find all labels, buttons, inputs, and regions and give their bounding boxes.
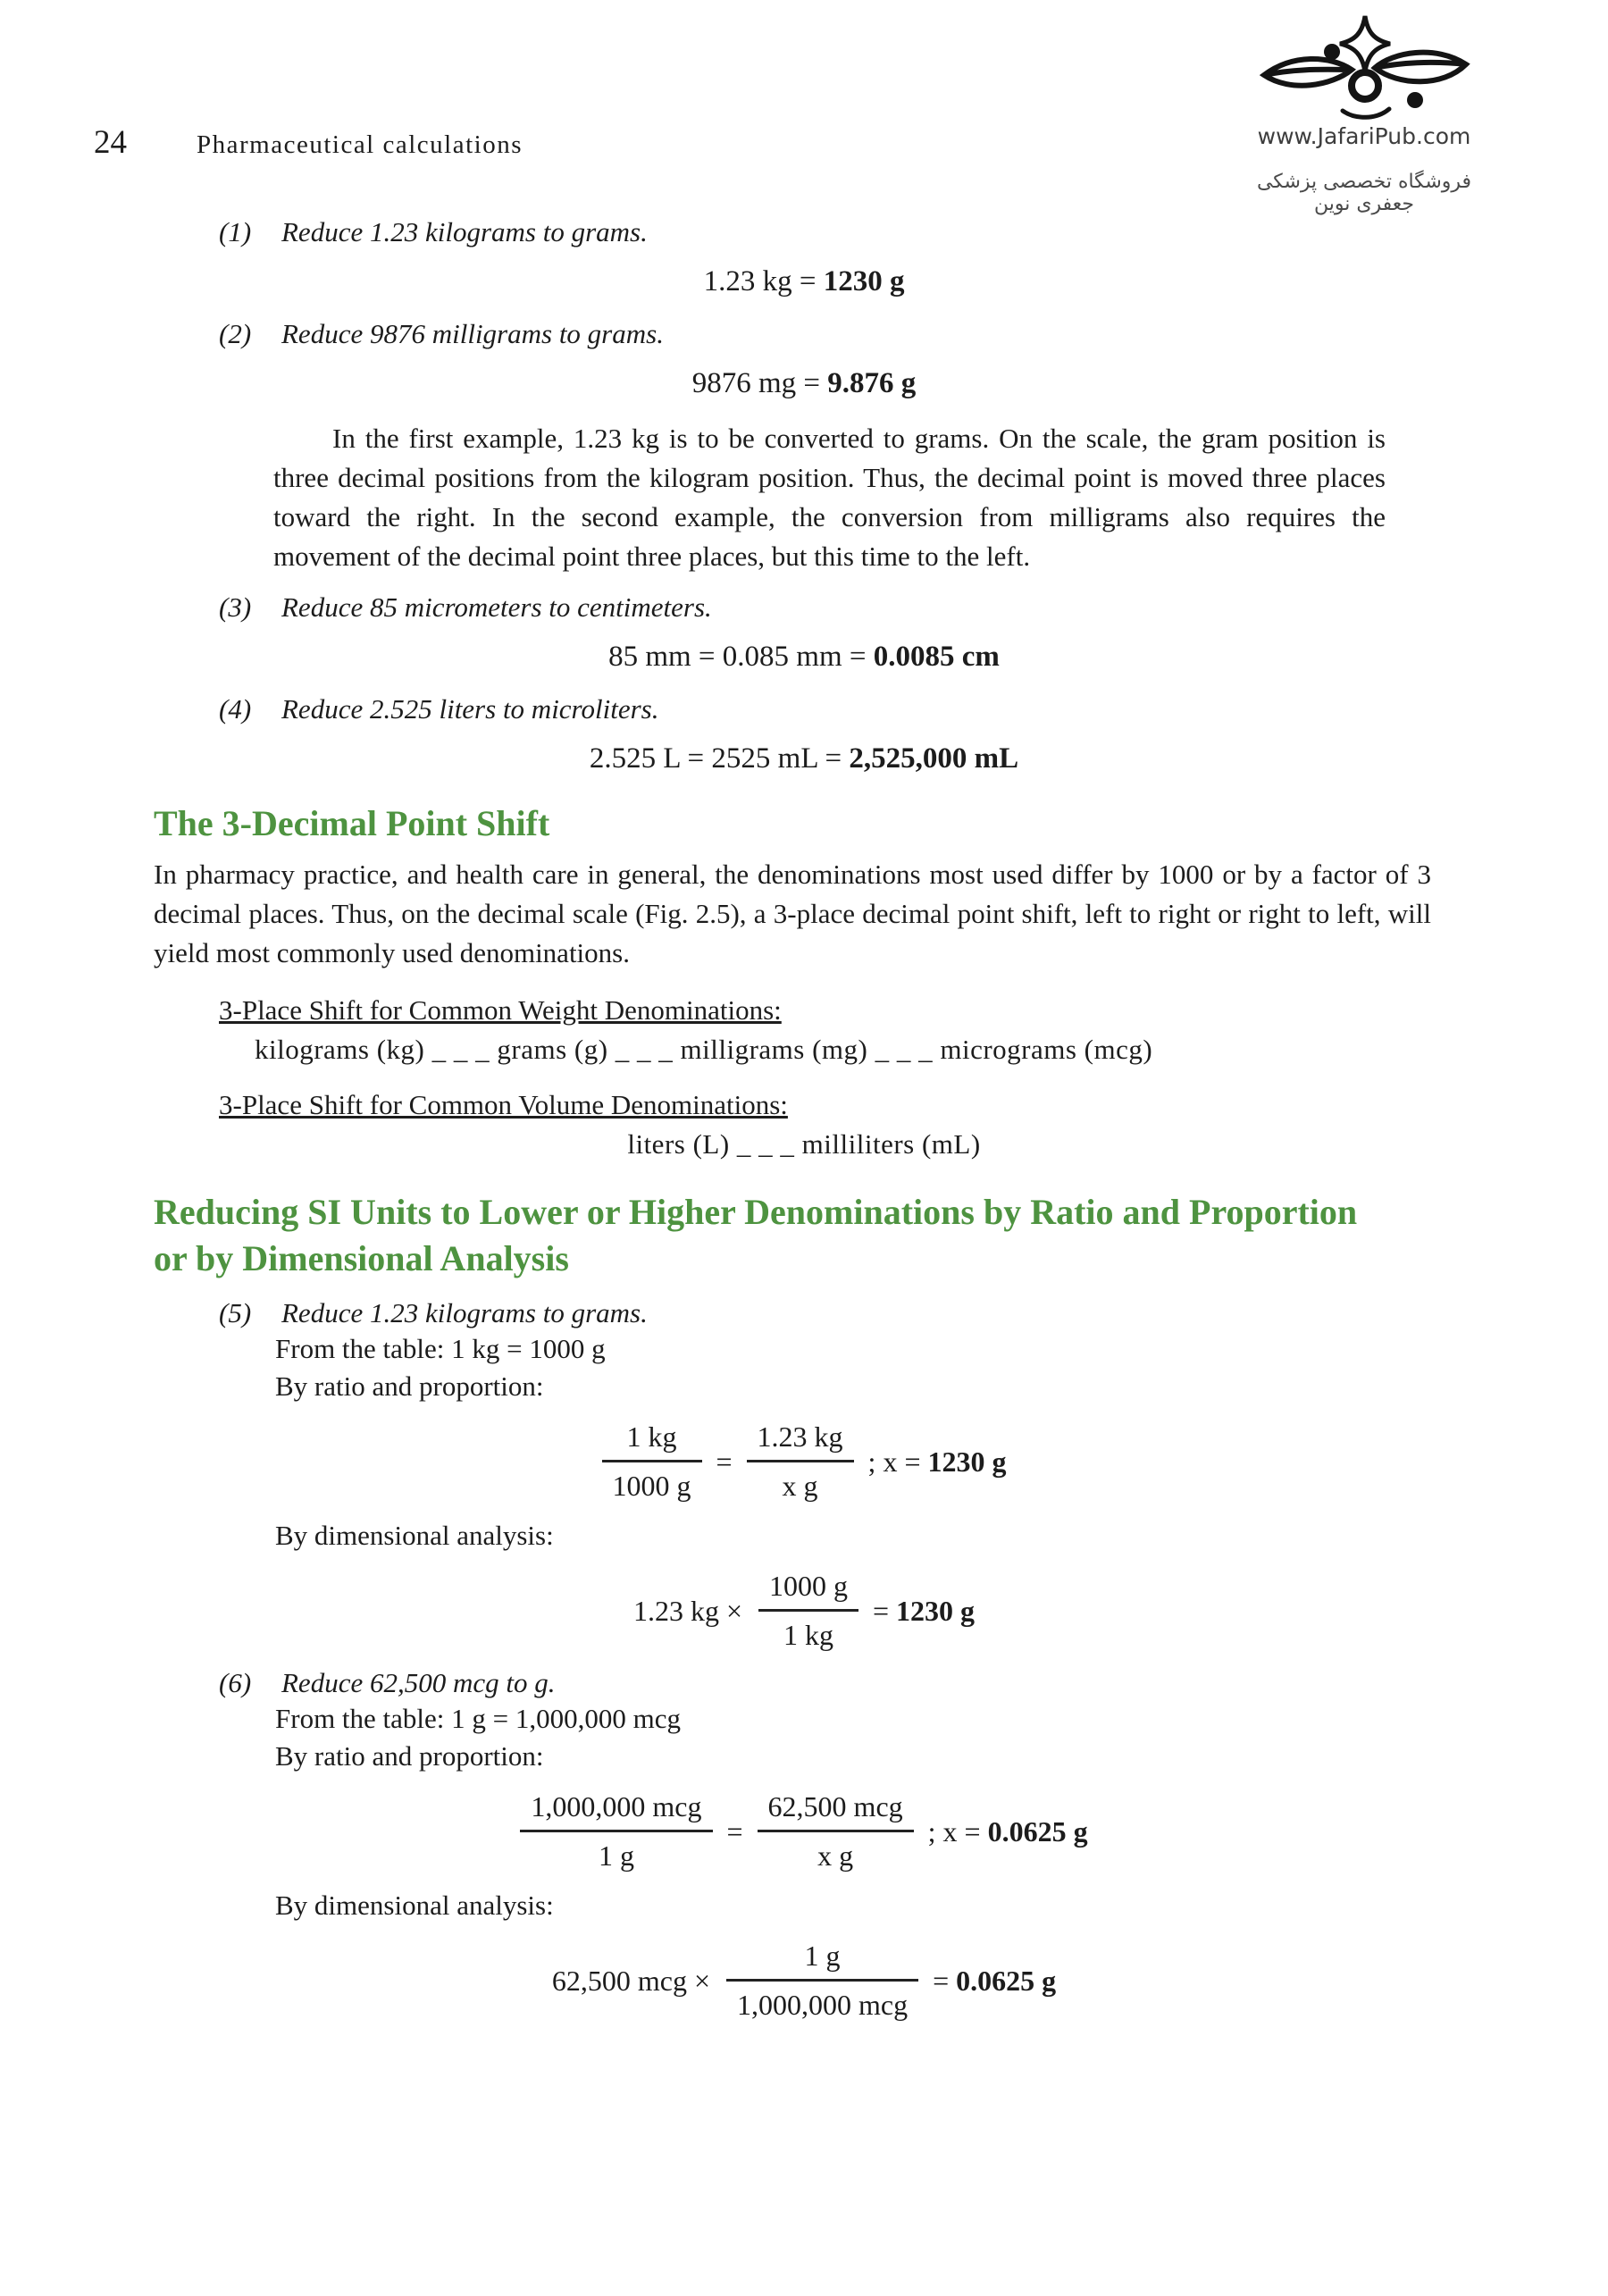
example-2 [0,317,1608,401]
example-6-number: (6) [219,1667,252,1698]
example-5-ratio-solution [867,1445,1007,1479]
fraction-numerator: 62,500 mcg [758,1789,914,1832]
fraction-denominator: x g [782,1470,818,1502]
example-4-equation-result: 2,525,000 mL [849,742,1019,775]
fraction-denominator: 1 g [598,1839,634,1872]
volume-shift-scale-line: liters (L) _ _ _ milliliters (mL) [627,1128,981,1160]
solution-result: 1230 g [896,1594,976,1627]
example-6-dimensional-fraction [726,1939,918,2022]
equals-sign: = [726,1814,743,1848]
publisher-brand [1244,14,1485,215]
solution-lhs: = [933,1964,957,1997]
example-6-by-ratio-label: By ratio and proportion: [275,1740,544,1772]
example-3-equation [0,639,1608,675]
example-5-by-dimensional-label: By dimensional analysis: [275,1520,554,1551]
example-3-prompt-line [219,591,1608,624]
fraction-numerator: 1 kg [602,1420,702,1462]
example-3-equation-lhs: 85 mm = 0.085 mm = [608,641,874,673]
example-5-number: (5) [219,1297,252,1328]
example-6-ratio-solution [926,1814,1088,1848]
paragraph-examples-discussion: In the first example, 1.23 kg is to be converted to grams. On the scale, the gram position is three decimal positions from the kilogram position. Thus, the decimal point is moved three places toward the right. In the second example, the conversion from milligrams also requires the movement of the decimal point three places, but this time to the left. [273,423,1386,572]
example-2-prompt-line [219,317,1608,351]
fraction-denominator: x g [817,1839,854,1872]
section-title-reducing-si-units-line1: Reducing SI Units to Lower or Higher Denominations by Ratio and Proportion [154,1192,1358,1232]
publisher-calligraphy-logo-icon [1257,14,1471,123]
example-5-dimensional-formula [0,1569,1608,1652]
weight-shift-scale-line: kilograms (kg) _ _ _ grams (g) _ _ _ milligrams (mg) _ _ _ micrograms (mcg) [255,1034,1153,1065]
weight-shift-heading: 3-Place Shift for Common Weight Denominations: [219,994,782,1026]
fraction-numerator: 1 g [726,1939,918,1982]
fraction-numerator: 1,000,000 mcg [520,1789,712,1832]
example-6-ratio-fraction-1 [520,1789,712,1873]
example-5-from-table: From the table: 1 kg = 1000 g [275,1333,606,1364]
formula-lead-term: 62,500 mcg × [551,1964,710,1997]
equals-sign: = [716,1445,733,1478]
example-4-prompt: Reduce 2.525 liters to microliters. [281,693,659,725]
example-1-equation-lhs: 1.23 kg = [703,265,824,297]
section-title-3-decimal-point-shift: The 3-Decimal Point Shift [154,803,550,843]
page-header [94,123,523,162]
example-2-equation [0,365,1608,401]
example-2-prompt: Reduce 9876 milligrams to grams. [281,318,664,349]
example-5-dimensional-fraction [758,1569,858,1652]
example-4-equation-lhs: 2.525 L = 2525 mL = [589,742,850,775]
solution-lhs: = [873,1594,897,1627]
example-5-ratio-formula [0,1420,1608,1503]
fraction-numerator: 1.23 kg [747,1420,854,1462]
fraction-denominator: 1000 g [612,1470,691,1502]
fraction-denominator: 1 kg [783,1619,833,1651]
volume-shift-heading: 3-Place Shift for Common Volume Denominations: [219,1089,788,1120]
example-5 [0,1296,1608,1652]
example-5-ratio-fraction-1 [602,1420,702,1503]
page-body [0,201,1608,2036]
example-6-prompt: Reduce 62,500 mcg to g. [281,1667,556,1698]
publisher-url: www.JafariPub.com [1257,123,1471,149]
example-2-equation-result: 9.876 g [827,367,917,399]
example-1 [0,215,1608,299]
section-title-reducing-si-units [154,1189,1608,1282]
example-6-from-table: From the table: 1 g = 1,000,000 mcg [275,1703,682,1734]
example-4-equation [0,741,1608,776]
example-6 [0,1666,1608,2022]
paragraph-3-decimal-point-shift: In pharmacy practice, and health care in general, the denominations most used differ by 1000 or by a factor of 3 decimal places. Thus, on the decimal scale (Fig. 2.5), a 3-place decimal point shift, left to right or right to left, will yield most commonly used denominations. [154,859,1431,968]
example-5-dimensional-solution [871,1594,975,1628]
fraction-denominator: 1,000,000 mcg [737,1989,909,2021]
example-6-by-dimensional-label: By dimensional analysis: [275,1890,554,1921]
example-5-by-ratio-label: By ratio and proportion: [275,1370,544,1402]
publisher-tagline-persian: فروشگاه تخصصی پزشکی جعفری نوین [1256,171,1472,215]
example-3-number: (3) [219,591,252,623]
example-1-prompt: Reduce 1.23 kilograms to grams. [281,216,648,247]
example-6-dimensional-formula [0,1939,1608,2022]
solution-result: 0.0625 g [987,1814,1088,1848]
solution-result: 1230 g [927,1445,1007,1478]
running-head-title: Pharmaceutical calculations [197,130,523,159]
solution-lhs: ; x = [867,1445,928,1478]
example-1-prompt-line [219,215,1608,249]
example-4 [0,692,1608,776]
example-1-number: (1) [219,216,252,247]
formula-lead-term: 1.23 kg × [632,1594,742,1627]
fraction-numerator: 1000 g [758,1569,858,1612]
example-2-equation-lhs: 9876 mg = [691,367,828,399]
example-5-ratio-fraction-2 [747,1420,854,1503]
example-5-prompt: Reduce 1.23 kilograms to grams. [281,1297,648,1328]
example-1-equation-result: 1230 g [823,265,905,297]
example-1-equation [0,264,1608,299]
page-number: 24 [94,124,127,161]
example-2-number: (2) [219,318,252,349]
example-4-number: (4) [219,693,252,725]
example-6-ratio-formula [0,1789,1608,1873]
example-3-prompt: Reduce 85 micrometers to centimeters. [281,591,712,623]
example-3-equation-result: 0.0085 cm [873,641,1000,673]
solution-lhs: ; x = [927,1814,988,1848]
example-3 [0,591,1608,675]
example-6-prompt-line [219,1666,1608,1700]
example-5-prompt-line [219,1296,1608,1330]
section-title-reducing-si-units-line2: or by Dimensional Analysis [154,1238,569,1278]
example-6-ratio-fraction-2 [758,1789,914,1873]
example-6-dimensional-solution [931,1964,1056,1998]
example-4-prompt-line [219,692,1608,726]
solution-result: 0.0625 g [956,1964,1057,1997]
